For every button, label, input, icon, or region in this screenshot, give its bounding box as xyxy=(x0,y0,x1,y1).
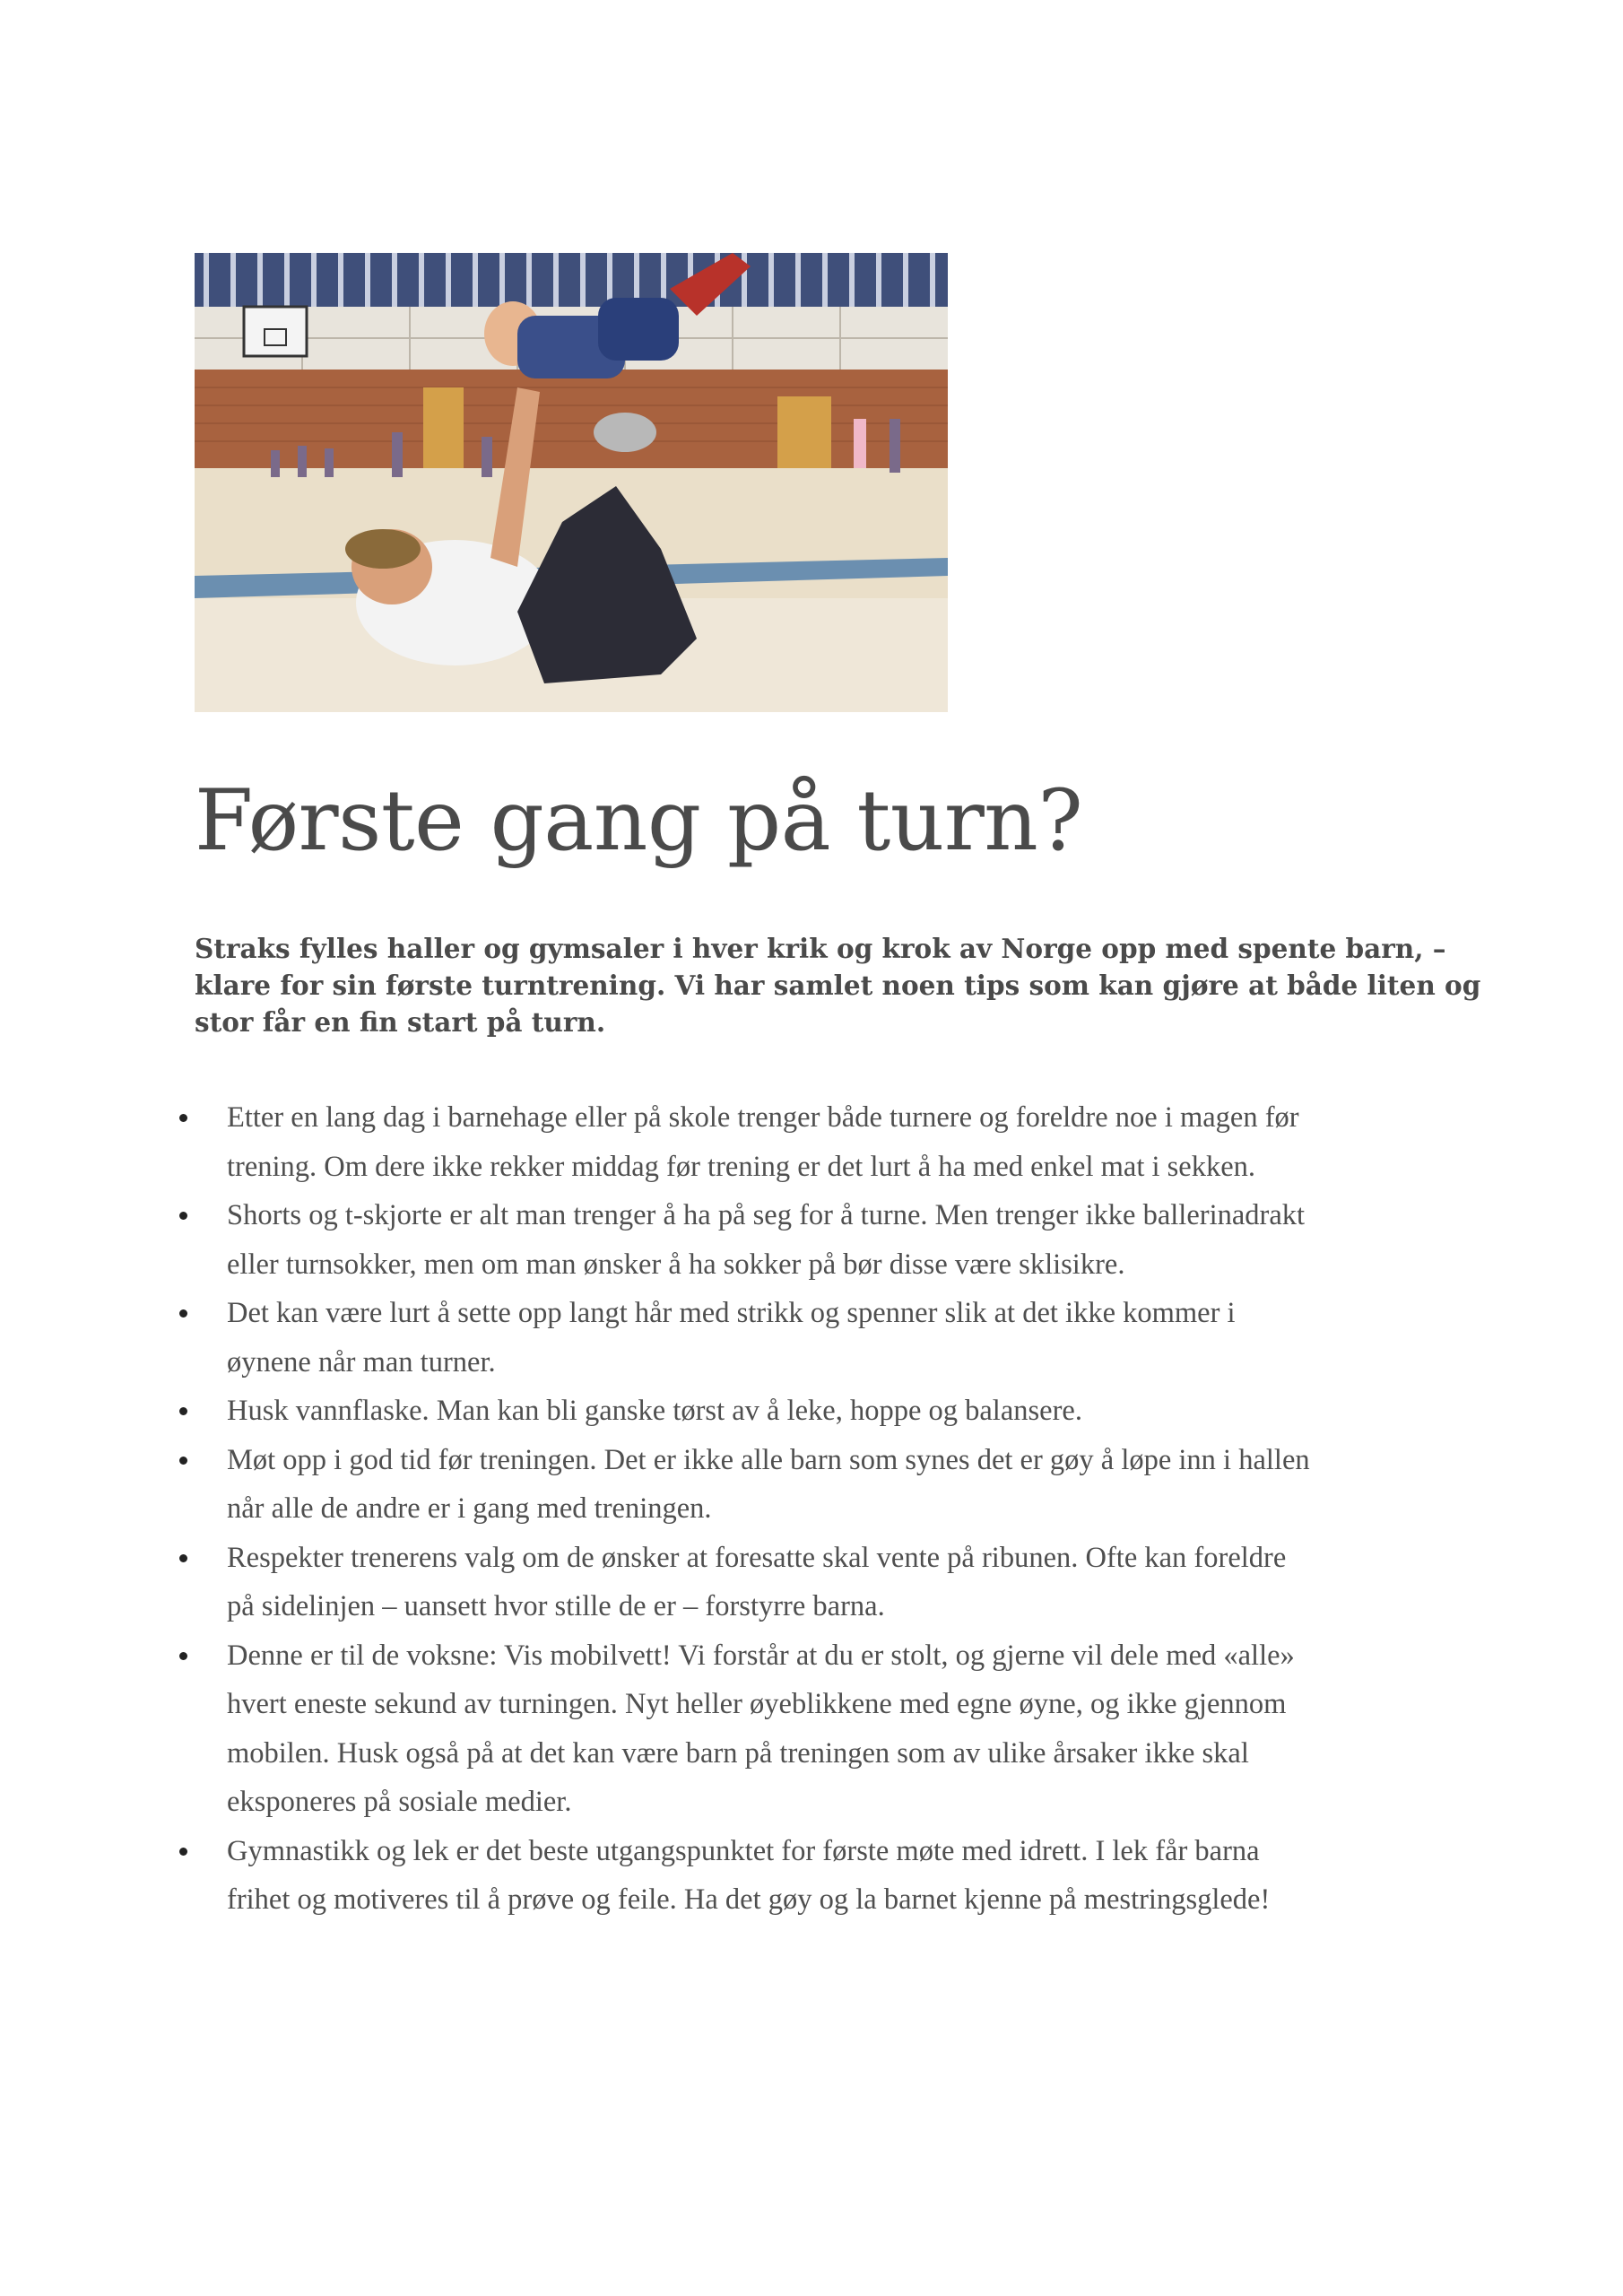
tip-item xyxy=(195,1827,1468,1925)
bullet-icon xyxy=(179,1457,187,1465)
tip-line: Møt opp i god tid før treningen. Det er ikke alle barn som synes det er gøy å løpe inn i hallen xyxy=(227,1443,1310,1476)
tip-line: Denne er til de voksne: Vis mobilvett! Vi forstår at du er stolt, og gjerne vil dele med «alle» xyxy=(227,1639,1295,1672)
bullet-icon xyxy=(179,1407,187,1415)
tip-line: øynene når man turner. xyxy=(227,1345,496,1378)
tip-line: frihet og motiveres til å prøve og feile. Ha det gøy og la barnet kjenne på mestringsglede! xyxy=(227,1883,1271,1916)
bullet-icon xyxy=(179,1309,187,1318)
gym-photo-illustration xyxy=(195,253,948,712)
tip-line: mobilen. Husk også på at det kan være barn på treningen som av ulike årsaker ikke skal xyxy=(227,1736,1249,1770)
tip-line: Respekter trenerens valg om de ønsker at foresatte skal vente på ribunen. Ofte kan foreldre xyxy=(227,1541,1287,1574)
page-title: Første gang på turn? xyxy=(195,772,1083,870)
tip-item xyxy=(195,1093,1468,1191)
tip-item xyxy=(195,1534,1468,1631)
tip-line: Etter en lang dag i barnehage eller på skole trenger både turnere og foreldre noe i magen før xyxy=(227,1101,1299,1134)
tip-line: Gymnastikk og lek er det beste utgangspunktet for første møte med idrett. I lek får barna xyxy=(227,1834,1260,1867)
tip-line: eller turnsokker, men om man ønsker å ha sokker på bør disse være sklisikre. xyxy=(227,1248,1125,1281)
hero-photo xyxy=(195,253,948,712)
lead-paragraph xyxy=(195,930,1481,1040)
tip-item xyxy=(195,1387,1468,1436)
tip-line: trening. Om dere ikke rekker middag før trening er det lurt å ha med enkel mat i sekken. xyxy=(227,1150,1256,1183)
tip-line: når alle de andre er i gang med treningen. xyxy=(227,1492,712,1525)
tip-item xyxy=(195,1436,1468,1534)
tip-line: Husk vannflaske. Man kan bli ganske tørst av å leke, hoppe og balansere. xyxy=(227,1395,1082,1427)
bullet-icon xyxy=(179,1652,187,1660)
tip-item xyxy=(195,1631,1468,1827)
tip-line: hvert eneste sekund av turningen. Nyt heller øyeblikkene med egne øyne, og ikke gjennom xyxy=(227,1688,1287,1720)
tips-list xyxy=(195,1093,1468,1925)
bullet-icon xyxy=(179,1554,187,1562)
tip-item xyxy=(195,1191,1468,1289)
tip-line: Shorts og t-skjorte er alt man trenger å ha på seg for å turne. Men trenger ikke ballerinadrakt xyxy=(227,1199,1306,1231)
bullet-icon xyxy=(179,1848,187,1856)
tip-line: på sidelinjen – uansett hvor stille de er – forstyrre barna. xyxy=(227,1590,885,1622)
lead-line: stor får en fin start på turn. xyxy=(195,1006,606,1038)
bullet-icon xyxy=(179,1114,187,1122)
tip-item xyxy=(195,1289,1468,1387)
tip-line: eksponeres på sosiale medier. xyxy=(227,1786,572,1818)
bullet-icon xyxy=(179,1212,187,1220)
lead-line: klare for sin første turntrening. Vi har samlet noen tips som kan gjøre at både liten og xyxy=(195,970,1481,1001)
lead-line: Straks fylles haller og gymsaler i hver krik og krok av Norge opp med spente barn, – xyxy=(195,933,1446,964)
tip-line: Det kan være lurt å sette opp langt hår med strikk og spenner slik at det ikke kommer i xyxy=(227,1297,1236,1329)
